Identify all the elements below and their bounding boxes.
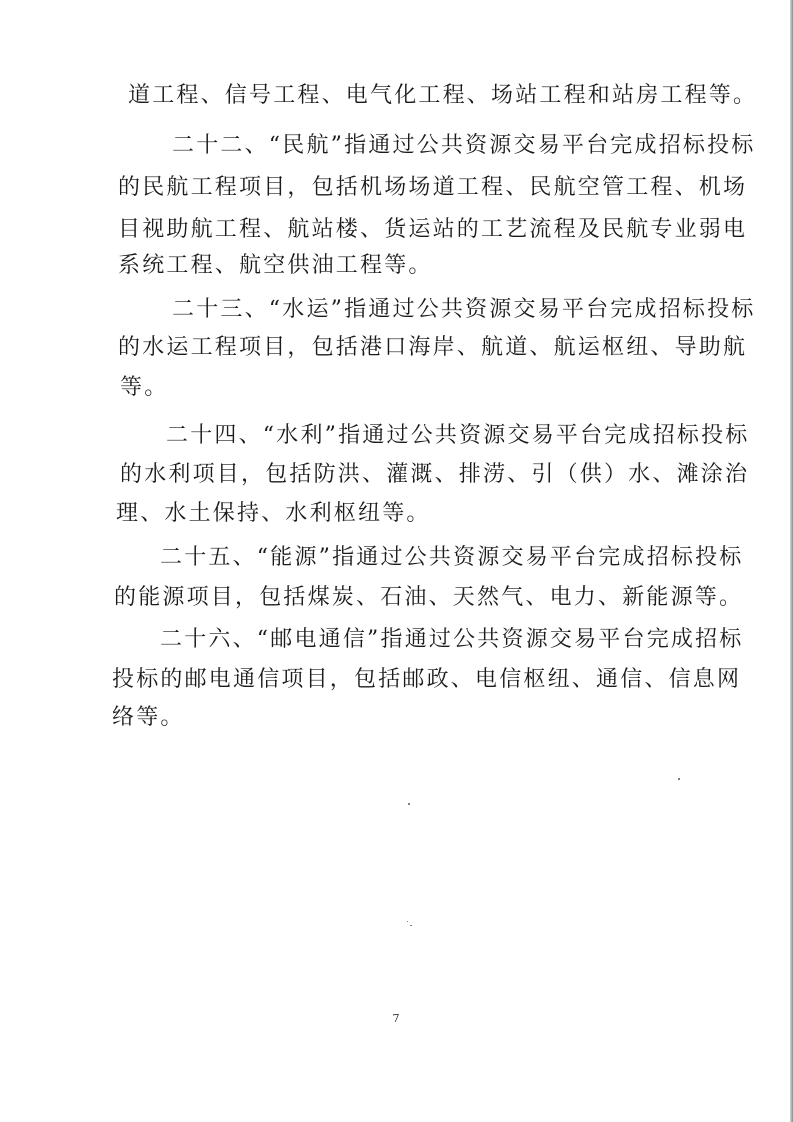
text-line: 投标的邮电通信项目，包括邮政、电信枢纽、通信、信息网 bbox=[112, 667, 742, 692]
text-line: 二十五、“能源”指通过公共资源交易平台完成招标投标 bbox=[160, 545, 744, 570]
text-line: 二十六、“邮电通信”指通过公共资源交易平台完成招标 bbox=[160, 627, 744, 652]
scan-speck bbox=[408, 803, 410, 805]
text-line: 二十三、“水运”指通过公共资源交易平台完成招标投标 bbox=[172, 297, 756, 322]
scan-speck bbox=[407, 921, 408, 922]
text-line: 理、水土保持、水利枢纽等。 bbox=[116, 501, 431, 526]
text-line: 的能源项目，包括煤炭、石油、天然气、电力、新能源等。 bbox=[114, 585, 744, 610]
text-line: 等。 bbox=[120, 375, 169, 400]
scan-speck bbox=[410, 925, 412, 926]
text-line: 二十四、“水利”指通过公共资源交易平台完成招标投标 bbox=[166, 423, 750, 448]
text-line: 道工程、信号工程、电气化工程、场站工程和站房工程等。 bbox=[128, 83, 758, 108]
text-line: 络等。 bbox=[112, 705, 185, 730]
text-line: 的民航工程项目，包括机场场道工程、民航空管工程、机场 bbox=[118, 175, 748, 200]
page-number: 7 bbox=[392, 1012, 400, 1025]
scan-speck bbox=[678, 778, 680, 780]
text-line: 目视助航工程、航站楼、货运站的工艺流程及民航专业弱电 bbox=[118, 217, 748, 242]
text-line: 二十二、“民航”指通过公共资源交易平台完成招标投标 bbox=[172, 133, 756, 158]
text-line: 的水利项目，包括防洪、灌溉、排涝、引（供）水、滩涂治 bbox=[120, 462, 750, 487]
text-line: 的水运工程项目，包括港口海岸、航道、航运枢纽、导助航 bbox=[118, 335, 748, 360]
text-line: 系统工程、航空供油工程等。 bbox=[118, 253, 433, 278]
